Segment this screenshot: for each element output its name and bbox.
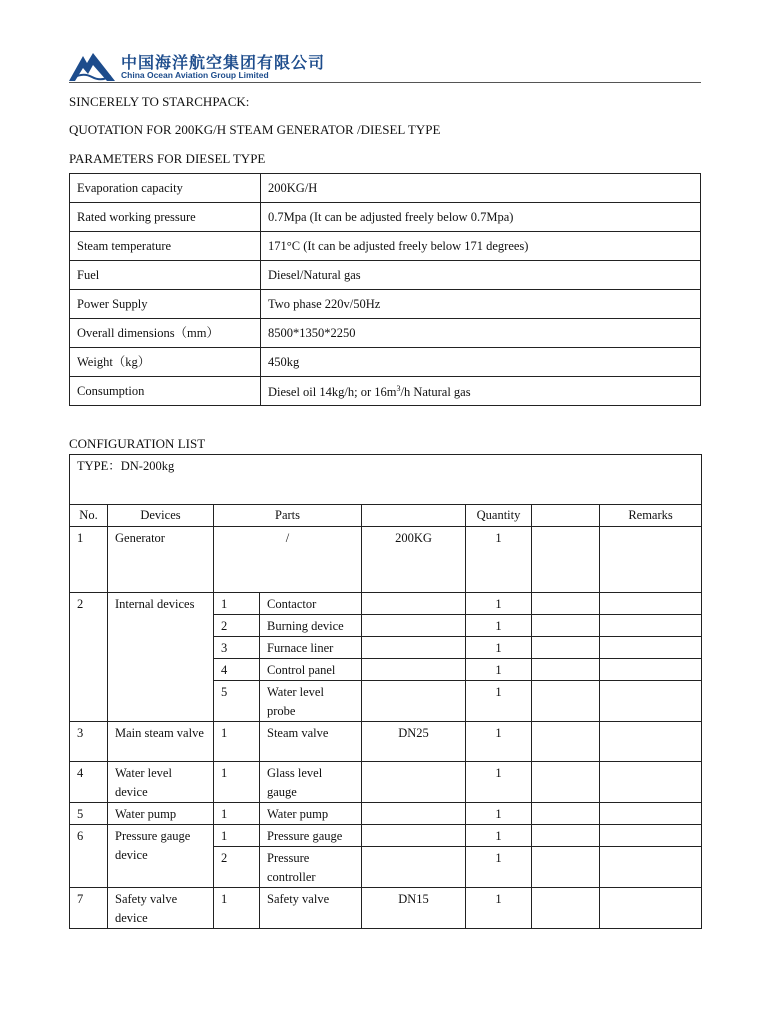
row-qty: 1	[466, 888, 532, 929]
empty-cell	[600, 803, 702, 825]
row-qty: 1	[466, 615, 532, 637]
config-title: CONFIGURATION LIST	[69, 436, 206, 451]
param-value: Diesel/Natural gas	[261, 261, 701, 290]
row-spec: DN25	[362, 722, 466, 762]
table-row	[70, 762, 702, 803]
configuration-table	[69, 454, 702, 929]
table-row	[70, 803, 702, 825]
empty-cell	[600, 722, 702, 762]
empty-cell	[600, 888, 702, 929]
table-row	[70, 888, 702, 929]
table-row	[70, 348, 701, 377]
part-index: 1	[214, 888, 260, 929]
row-no: 6	[70, 825, 108, 888]
empty-cell	[362, 681, 466, 722]
part-name: Water pump	[260, 803, 362, 825]
row-no: 2	[70, 593, 108, 722]
param-label: Steam temperature	[70, 232, 261, 261]
row-no: 7	[70, 888, 108, 929]
empty-cell	[600, 615, 702, 637]
part-index: 3	[214, 637, 260, 659]
part-name: Glass level gauge	[260, 762, 362, 803]
table-row	[70, 261, 701, 290]
empty-cell	[532, 888, 600, 929]
part-index: 1	[214, 722, 260, 762]
parameters-title: PARAMETERS FOR DIESEL TYPE	[69, 151, 266, 166]
param-value: 8500*1350*2250	[261, 319, 701, 348]
param-label: Overall dimensions（mm）	[70, 319, 261, 348]
part-name: Pressure controller	[260, 847, 362, 888]
param-label: Consumption	[70, 377, 261, 406]
parameters-table	[69, 173, 701, 406]
header-remarks: Remarks	[600, 505, 702, 527]
row-device: Internal devices	[108, 593, 214, 722]
header-devices: Devices	[108, 505, 214, 527]
row-no: 5	[70, 803, 108, 825]
param-value: 171°C (It can be adjusted freely below 171 degrees)	[261, 232, 701, 261]
empty-cell	[532, 593, 600, 615]
param-value	[261, 377, 701, 406]
table-row	[70, 232, 701, 261]
row-qty: 1	[466, 527, 532, 593]
consumption-text: Diesel oil 14kg/h; or 16m	[268, 385, 397, 400]
part-name: Pressure gauge	[260, 825, 362, 847]
row-no: 4	[70, 762, 108, 803]
part-name: Water level probe	[260, 681, 362, 722]
param-label: Weight（kg）	[70, 348, 261, 377]
table-row	[70, 319, 701, 348]
empty-cell	[362, 803, 466, 825]
row-qty: 1	[466, 762, 532, 803]
empty-cell	[600, 825, 702, 847]
company-logo-icon	[69, 50, 115, 82]
empty-cell	[362, 505, 466, 527]
row-qty: 1	[466, 847, 532, 888]
param-label: Fuel	[70, 261, 261, 290]
table-row	[70, 174, 701, 203]
empty-cell	[362, 593, 466, 615]
header-parts: Parts	[214, 505, 362, 527]
empty-cell	[362, 847, 466, 888]
row-no: 3	[70, 722, 108, 762]
quotation-title: QUOTATION FOR 200KG/H STEAM GENERATOR /DIESEL TYPE	[69, 122, 441, 137]
table-row	[70, 825, 702, 847]
empty-cell	[532, 615, 600, 637]
empty-cell	[532, 505, 600, 527]
part-index: 1	[214, 803, 260, 825]
empty-cell	[532, 659, 600, 681]
row-qty: 1	[466, 803, 532, 825]
header-quantity: Quantity	[466, 505, 532, 527]
row-qty: 1	[466, 637, 532, 659]
param-value: Two phase 220v/50Hz	[261, 290, 701, 319]
greeting: SINCERELY TO STARCHPACK:	[69, 94, 250, 109]
empty-cell	[532, 681, 600, 722]
table-row	[70, 527, 702, 593]
empty-cell	[532, 722, 600, 762]
empty-cell	[600, 659, 702, 681]
letterhead	[69, 48, 701, 83]
company-name-english: China Ocean Aviation Group Limited	[121, 70, 269, 80]
row-spec: DN15	[362, 888, 466, 929]
empty-cell	[532, 527, 600, 593]
row-qty: 1	[466, 593, 532, 615]
superscript: 3	[396, 384, 401, 394]
row-no: 1	[70, 527, 108, 593]
table-row	[70, 593, 702, 615]
part-name: Contactor	[260, 593, 362, 615]
row-device: Pressure gauge device	[108, 825, 214, 888]
table-row	[70, 455, 702, 505]
header-no: No.	[70, 505, 108, 527]
param-label: Evaporation capacity	[70, 174, 261, 203]
row-qty: 1	[466, 659, 532, 681]
empty-cell	[532, 825, 600, 847]
row-part: /	[214, 527, 362, 593]
company-name-chinese: 中国海洋航空集团有限公司	[121, 53, 326, 72]
type-cell: TYPE：DN-200kg	[70, 455, 702, 505]
part-index: 1	[214, 762, 260, 803]
consumption-text-suffix: /h Natural gas	[400, 385, 471, 400]
empty-cell	[600, 593, 702, 615]
empty-cell	[532, 762, 600, 803]
part-name: Control panel	[260, 659, 362, 681]
empty-cell	[600, 762, 702, 803]
empty-cell	[362, 825, 466, 847]
table-row	[70, 203, 701, 232]
part-name: Furnace liner	[260, 637, 362, 659]
table-row	[70, 377, 701, 406]
row-device: Water level device	[108, 762, 214, 803]
row-device: Water pump	[108, 803, 214, 825]
empty-cell	[600, 527, 702, 593]
param-value: 0.7Mpa (It can be adjusted freely below 0.7Mpa)	[261, 203, 701, 232]
part-name: Steam valve	[260, 722, 362, 762]
table-header-row	[70, 505, 702, 527]
part-index: 4	[214, 659, 260, 681]
row-device: Generator	[108, 527, 214, 593]
row-spec: 200KG	[362, 527, 466, 593]
part-index: 5	[214, 681, 260, 722]
empty-cell	[362, 615, 466, 637]
empty-cell	[532, 847, 600, 888]
part-name: Safety valve	[260, 888, 362, 929]
row-qty: 1	[466, 681, 532, 722]
row-qty: 1	[466, 825, 532, 847]
part-index: 2	[214, 615, 260, 637]
param-label: Power Supply	[70, 290, 261, 319]
param-label: Rated working pressure	[70, 203, 261, 232]
table-row	[70, 722, 702, 762]
empty-cell	[362, 637, 466, 659]
part-index: 1	[214, 825, 260, 847]
part-name: Burning device	[260, 615, 362, 637]
empty-cell	[600, 847, 702, 888]
empty-cell	[362, 762, 466, 803]
param-value: 200KG/H	[261, 174, 701, 203]
table-row	[70, 290, 701, 319]
empty-cell	[600, 681, 702, 722]
empty-cell	[532, 637, 600, 659]
empty-cell	[362, 659, 466, 681]
empty-cell	[600, 637, 702, 659]
row-device: Main steam valve	[108, 722, 214, 762]
param-value: 450kg	[261, 348, 701, 377]
row-device: Safety valve device	[108, 888, 214, 929]
part-index: 1	[214, 593, 260, 615]
empty-cell	[532, 803, 600, 825]
part-index: 2	[214, 847, 260, 888]
row-qty: 1	[466, 722, 532, 762]
